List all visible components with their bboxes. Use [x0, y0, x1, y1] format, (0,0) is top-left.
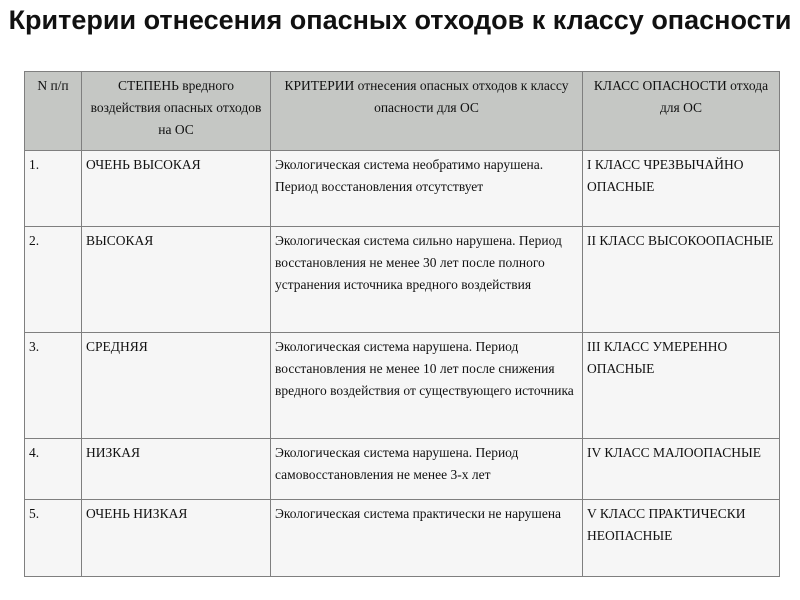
- cell-impact-degree: НИЗКАЯ: [82, 439, 271, 500]
- cell-number: 2.: [25, 227, 82, 333]
- cell-impact-degree: ОЧЕНЬ НИЗКАЯ: [82, 500, 271, 577]
- cell-hazard-class: II КЛАСС ВЫСОКООПАСНЫЕ: [583, 227, 780, 333]
- cell-criteria: Экологическая система нарушена. Период самовосстановления не менее 3-х лет: [271, 439, 583, 500]
- cell-hazard-class: V КЛАСС ПРАКТИЧЕСКИ НЕОПАСНЫЕ: [583, 500, 780, 577]
- table-header-row: [25, 72, 780, 151]
- header-hazard-class: КЛАСС ОПАСНОСТИ отхода для ОС: [583, 72, 780, 151]
- cell-criteria: Экологическая система необратимо нарушена. Период восстановления отсутствует: [271, 151, 583, 227]
- cell-hazard-class: I КЛАСС ЧРЕЗВЫЧАЙНО ОПАСНЫЕ: [583, 151, 780, 227]
- cell-criteria: Экологическая система сильно нарушена. Период восстановления не менее 30 лет после полного устранения источника вредного воздействия: [271, 227, 583, 333]
- cell-impact-degree: ВЫСОКАЯ: [82, 227, 271, 333]
- cell-number: 3.: [25, 333, 82, 439]
- cell-criteria: Экологическая система практически не нарушена: [271, 500, 583, 577]
- cell-impact-degree: СРЕДНЯЯ: [82, 333, 271, 439]
- criteria-table: [24, 71, 780, 577]
- cell-hazard-class: IV КЛАСС МАЛООПАСНЫЕ: [583, 439, 780, 500]
- header-criteria: КРИТЕРИИ отнесения опасных отходов к классу опасности для ОС: [271, 72, 583, 151]
- table-row: [25, 151, 780, 227]
- page-title: Критерии отнесения опасных отходов к классу опасности: [8, 5, 792, 35]
- table-row: [25, 439, 780, 500]
- cell-impact-degree: ОЧЕНЬ ВЫСОКАЯ: [82, 151, 271, 227]
- table-row: [25, 333, 780, 439]
- cell-number: 5.: [25, 500, 82, 577]
- table-row: [25, 500, 780, 577]
- cell-number: 4.: [25, 439, 82, 500]
- header-number: N п/п: [25, 72, 82, 151]
- cell-number: 1.: [25, 151, 82, 227]
- header-impact-degree: СТЕПЕНЬ вредного воздействия опасных отходов на ОС: [82, 72, 271, 151]
- cell-hazard-class: III КЛАСС УМЕРЕННО ОПАСНЫЕ: [583, 333, 780, 439]
- table-row: [25, 227, 780, 333]
- cell-criteria: Экологическая система нарушена. Период восстановления не менее 10 лет после снижения вредного воздействия от существующего источника: [271, 333, 583, 439]
